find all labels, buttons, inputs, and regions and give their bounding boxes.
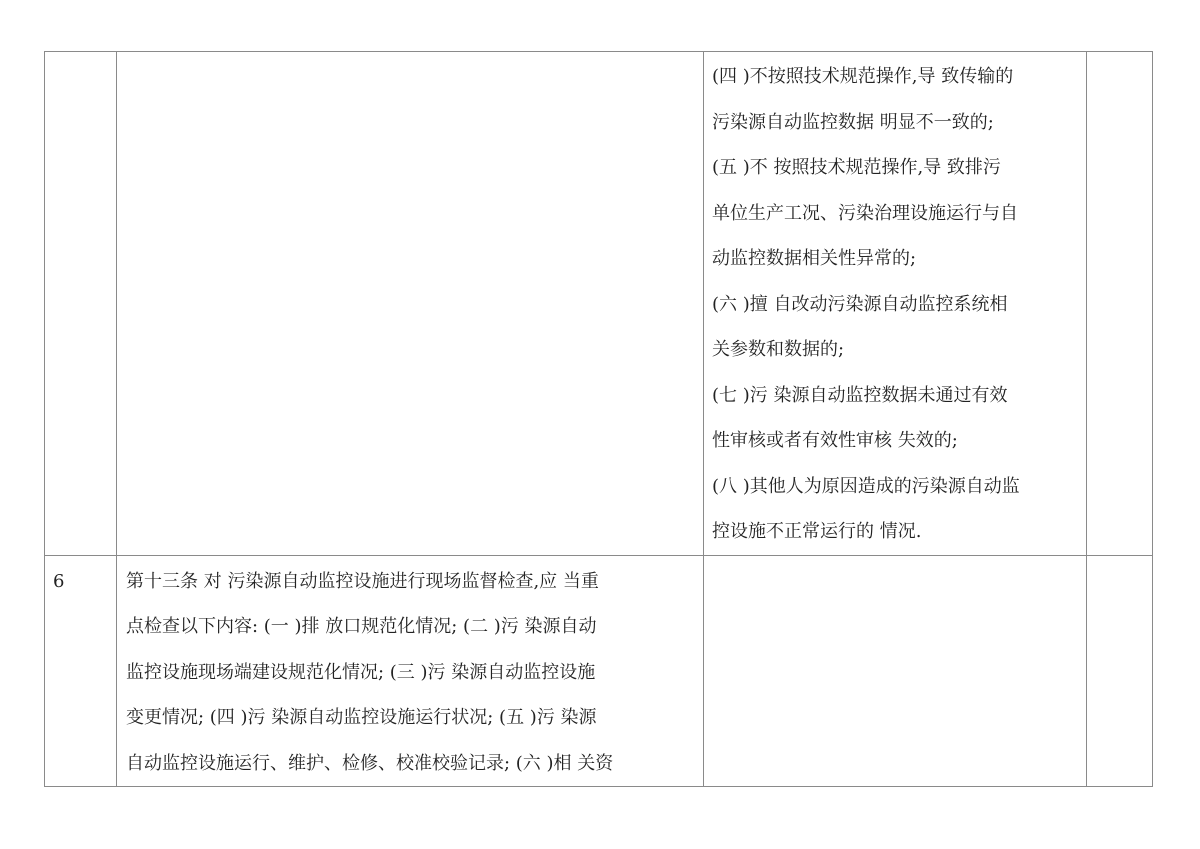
requirement-line: 关参数和数据的; [712, 339, 845, 360]
requirement-line: 动监控数据相关性异常的; [712, 248, 917, 269]
requirement-line: 控设施不正常运行的 情况. [712, 521, 922, 542]
requirement-cell [704, 52, 1087, 556]
remarks-cell [1087, 555, 1153, 787]
requirement-line: (四 )不按照技术规范操作,导 致传输的 [712, 66, 1014, 87]
provision-line: 点检查以下内容: (一 )排 放口规范化情况; (二 )污 染源自动 [126, 616, 597, 637]
provision-line: 自动监控设施运行、维护、检修、校准校验记录; (六 )相 关资 [126, 752, 614, 774]
provision-text [117, 556, 703, 787]
row-number [45, 52, 116, 55]
requirement-line: (七 )污 染源自动监控数据未通过有效 [712, 384, 1008, 406]
table-row [45, 52, 1153, 556]
row-number-cell [45, 52, 117, 556]
requirement-line: 污染源自动监控数据 明显不一致的; [712, 111, 994, 133]
provision-line: 第十三条 对 污染源自动监控设施进行现场监督检查,应 当重 [126, 570, 599, 592]
provision-cell [117, 52, 704, 556]
row-number-cell [45, 555, 117, 787]
requirement-line: 性审核或者有效性审核 失效的; [712, 430, 958, 451]
provision-line: 监控设施现场端建设规范化情况; (三 )污 染源自动监控设施 [126, 661, 596, 683]
requirement-text [704, 52, 1086, 555]
remarks-cell [1087, 52, 1153, 556]
requirement-line: 单位生产工况、污染治理设施运行与自 [712, 202, 1018, 224]
requirement-cell [704, 555, 1087, 787]
requirement-line: (八 )其他人为原因造成的污染源自动监 [712, 475, 1020, 497]
document-table [44, 51, 1153, 787]
table-row [45, 555, 1153, 787]
requirement-line: (六 )擅 自改动污染源自动监控系统相 [712, 293, 1008, 315]
requirement-line: (五 )不 按照技术规范操作,导 致排污 [712, 157, 1001, 178]
provision-cell [117, 555, 704, 787]
provision-line: 变更情况; (四 )污 染源自动监控设施运行状况; (五 )污 染源 [126, 707, 597, 728]
row-number: 6 [53, 570, 65, 592]
